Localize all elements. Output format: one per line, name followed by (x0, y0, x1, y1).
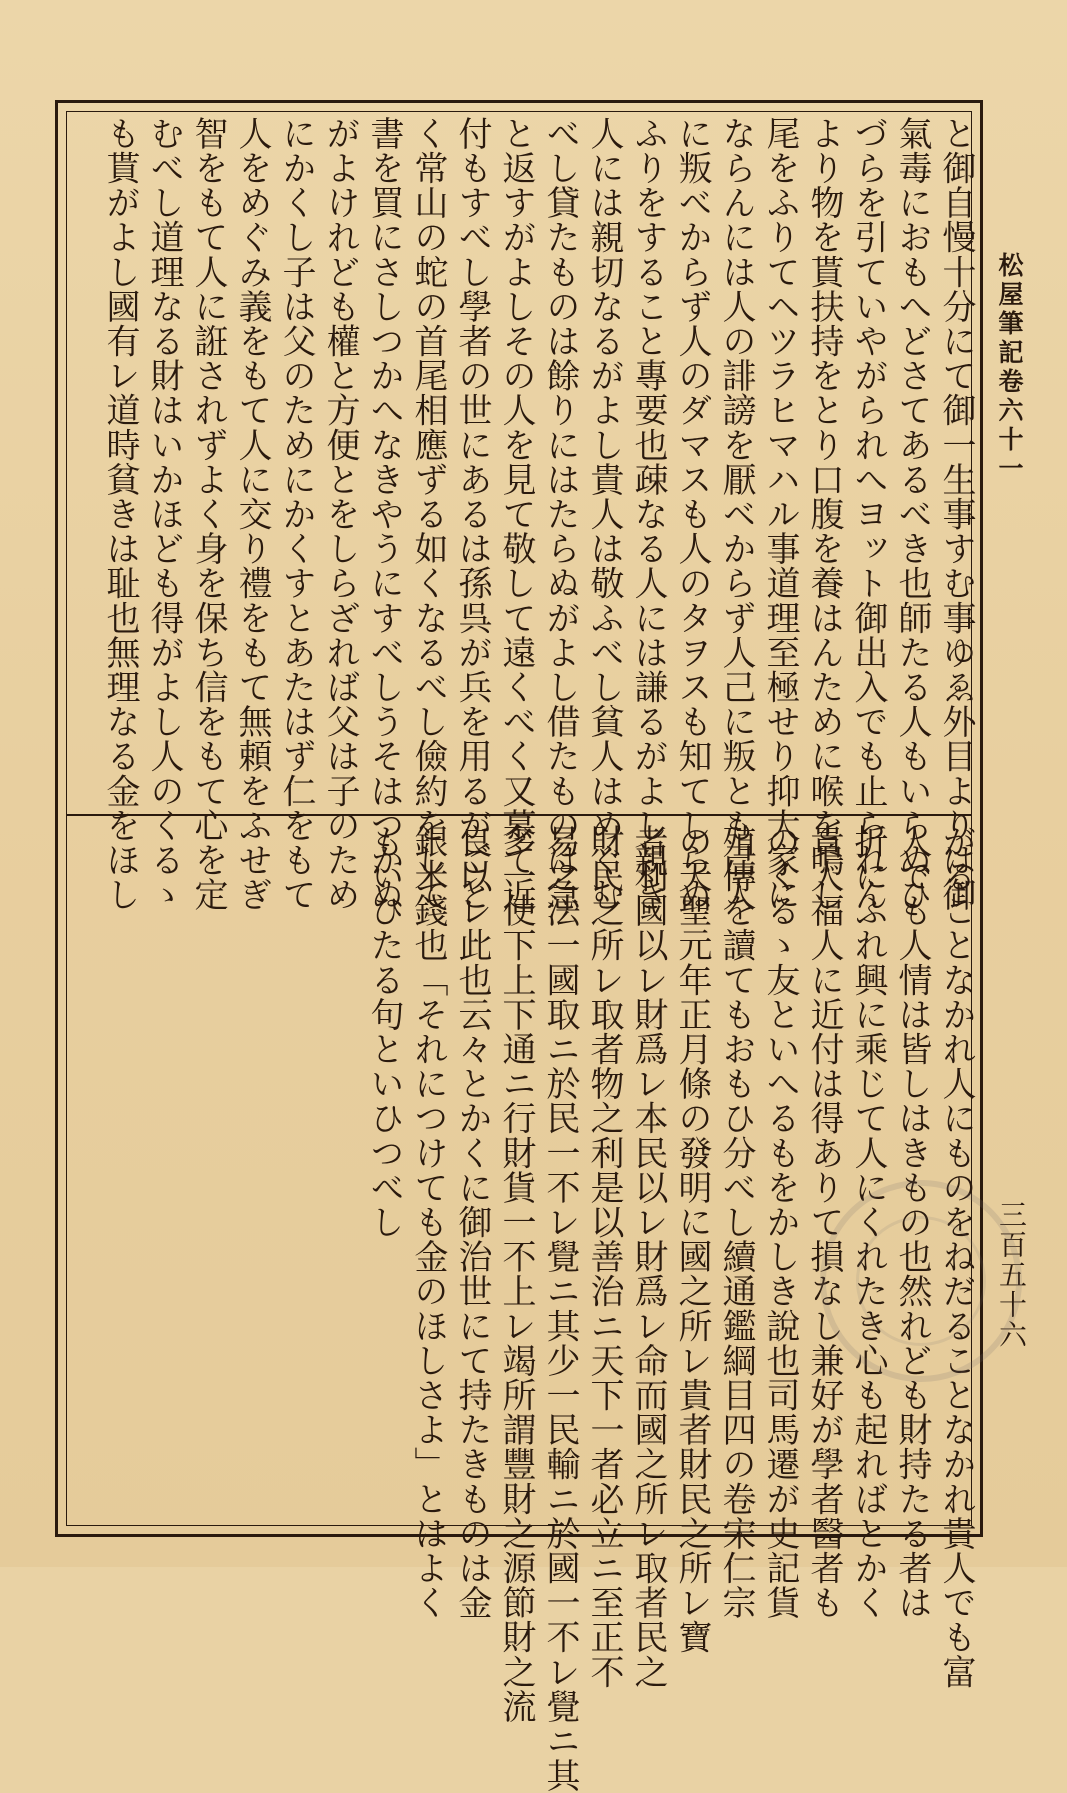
text-column: べし貸たものは餘りにはたらぬがよし借たものは急 (540, 116, 580, 912)
text-column: 易之法一國取ニ於民一不レ覺ニ其少一民輸ニ於國一不レ覺ニ其 (540, 824, 580, 1793)
text-column: の天聖元年正月條の發明に國之所レ貴者財民之所レ寶 (672, 824, 712, 1655)
page-number: 三百五十六 (995, 1200, 1028, 1350)
text-column: に叛べからず人のダマスも人のタヲスも知てしらぬ (672, 116, 712, 912)
text-column: 付もすべし學者の世にあるは孫呉が兵を用るがごと (452, 116, 492, 912)
text-column: 者利國以レ財爲レ本民以レ財爲レ命而國之所レ取者民之 (628, 824, 668, 1689)
text-column: 貴人福人に近付は得ありて損なし兼好が學者醫者も (804, 824, 844, 1620)
text-column: 殖傳を讀てもおもひ分べし續通鑑綱目四の卷宋仁宗 (716, 824, 756, 1620)
text-column: にかくし子は父のためにかくすとあたはず仁をもて (276, 116, 316, 912)
text-column: 良以レ此也云々とかくに御治世にて持たきものは金 (452, 824, 492, 1620)
text-column: 尾をふりてヘツラヒマハル事道理至極せり抑大家に (760, 116, 800, 912)
text-column: ならんには人の誹謗を厭ベからず人己に叛とも己人 (716, 116, 756, 912)
text-column: 折にふれ興に乘じて人にくれたき心も起ればとかく (848, 824, 888, 1620)
text-column: 人でも人情は皆しはきもの也然れども財持たる者は (892, 824, 932, 1620)
text-column: と御自慢十分にて御一生事すむ事ゆゑ外目よりは御 (936, 116, 976, 912)
text-column: のくるゝ友といへるもをかしき說也司馬遷が史記貨 (760, 824, 800, 1620)
text-column: 銀米錢也「それにつけても金のほしさよ」とはよく (408, 824, 448, 1620)
text-column: がることなかれ人にものをねだることなかれ貴人でも富 (936, 824, 976, 1689)
text-column: と返すがよしその人を見て敬して遠くべく又慕て近 (496, 116, 536, 912)
text-column: 人には親切なるがよし貴人は敬ふべし貧人はめぐむ (584, 116, 624, 912)
text-column: 書を買にさしつかへなきやうにすべしうそはつかぬ (364, 116, 404, 912)
section-divider (67, 814, 971, 816)
text-column: むべし道理なる財はいかほども得がよし人のくるゝ (144, 116, 184, 912)
text-column: も貰がよし國有レ道時貧きは耻也無理なる金をほし (100, 116, 140, 912)
text-column: より物を貰扶持をとり口腹を養はんために喉を鳴し (804, 116, 844, 912)
text-column: もいひたる句といひつべし (364, 824, 404, 1240)
text-column: く常山の蛇の首尾相應ずる如くなるべし儉約をして (408, 116, 448, 912)
text-column: 氣毒におもへどさてあるべき也師たる人もいらぬひ (892, 116, 932, 912)
running-head: 松屋筆記卷六十一 (995, 252, 1024, 484)
text-column: がよけれども權と方便とをしらざれば父は子のため (320, 116, 360, 912)
text-column: 財民之所レ取者物之利是以善治ニ天下一者必立ニ至正不 (584, 824, 624, 1689)
text-column: 智をもて人に誑されずよく身を保ち信をもて心を定 (188, 116, 228, 912)
text-column: ふりをすること專要也疎なる人には謙るがよし親き (628, 116, 668, 912)
text-column: 多一使下上下通ニ行財貨一不上レ竭所謂豐財之源節財之流 (496, 824, 536, 1724)
text-column: 人をめぐみ義をもて人に交り禮をもて無頼をふせぎ (232, 116, 272, 912)
text-column: づらを引ていやがられへヨット御出入でも止られん (848, 116, 888, 912)
